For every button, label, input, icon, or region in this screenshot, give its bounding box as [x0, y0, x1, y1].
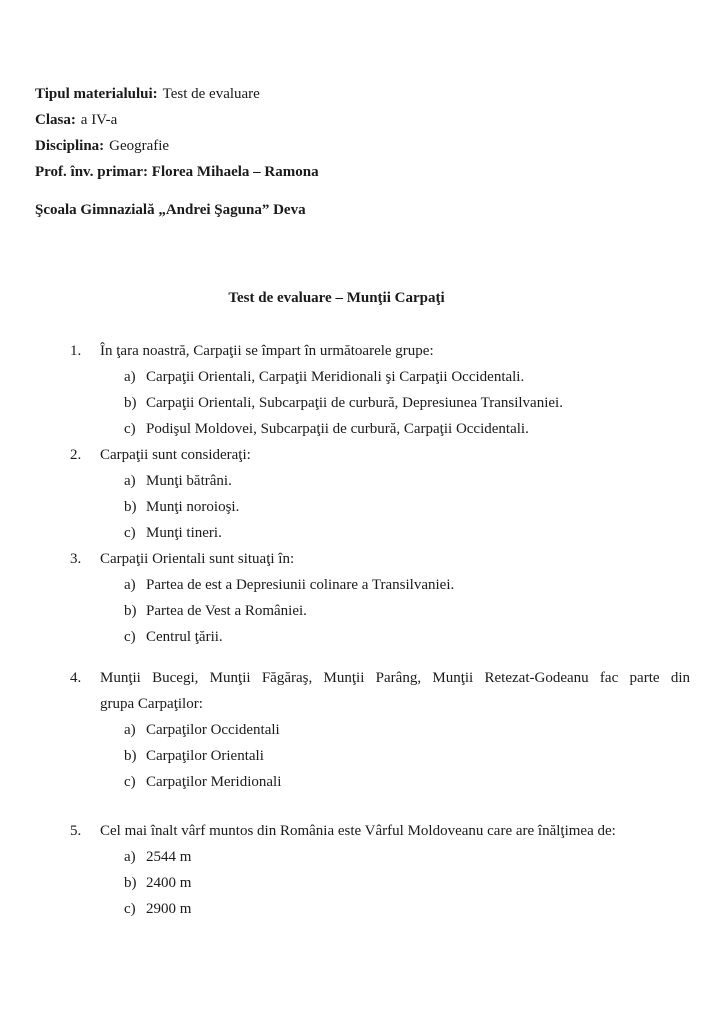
header-line-class [35, 107, 690, 133]
option-letter: b) [124, 499, 137, 515]
option-letter: b) [124, 395, 137, 411]
option-letter: c) [124, 774, 136, 790]
question-2-text: Carpaţii sunt consideraţi: [100, 447, 251, 463]
question-4-number: 4. [70, 670, 82, 686]
question-1 [35, 338, 690, 442]
question-4-option-c [35, 769, 690, 795]
option-text: Munţi bătrâni. [146, 473, 232, 489]
option-text: Munţi noroioşi. [146, 499, 240, 515]
document-header [35, 81, 690, 223]
question-5-option-b [35, 870, 690, 896]
question-3-option-a [35, 572, 690, 598]
question-3 [35, 546, 690, 650]
question-5-option-a [35, 844, 690, 870]
question-5-text: Cel mai înalt vârf muntos din România este Vârful Moldoveanu care are înălţimea de: [100, 823, 616, 839]
option-text: Carpaţilor Occidentali [146, 722, 280, 738]
question-4-option-b [35, 743, 690, 769]
option-letter: c) [124, 629, 136, 645]
class-label: Clasa: [35, 112, 76, 128]
question-1-number: 1. [70, 343, 82, 359]
discipline-label: Disciplina: [35, 138, 105, 154]
question-1-option-c [35, 416, 690, 442]
discipline-value: Geografie [109, 138, 170, 154]
question-4-text [100, 665, 690, 717]
question-2-option-c [35, 520, 690, 546]
question-3-stem [35, 546, 690, 572]
header-line-material-type [35, 81, 690, 107]
question-1-text: În ţara noastră, Carpaţii se împart în următoarele grupe: [100, 343, 434, 359]
option-letter: a) [124, 369, 136, 385]
question-list [35, 338, 690, 922]
question-5-number: 5. [70, 823, 82, 839]
question-3-text: Carpaţii Orientali sunt situaţi în: [100, 551, 295, 567]
question-1-stem [35, 338, 690, 364]
option-text: Carpaţii Orientali, Subcarpaţii de curbură, Depresiunea Transilvaniei. [146, 395, 563, 411]
header-line-teacher [35, 159, 690, 185]
option-text: 2900 m [146, 901, 192, 917]
option-text: Centrul ţării. [146, 629, 223, 645]
teacher-name: Prof. înv. primar: Florea Mihaela – Ramona [35, 164, 319, 180]
header-line-discipline [35, 133, 690, 159]
question-2-option-a [35, 468, 690, 494]
option-letter: a) [124, 473, 136, 489]
question-4 [35, 665, 690, 795]
question-4-option-a [35, 717, 690, 743]
question-4-stem [35, 665, 690, 717]
option-letter: c) [124, 901, 136, 917]
question-2-option-b [35, 494, 690, 520]
option-text: Carpaţilor Meridionali [146, 774, 282, 790]
school-name: Şcoala Gimnazială „Andrei Şaguna” Deva [35, 202, 306, 218]
question-3-option-c [35, 624, 690, 650]
page-title: Test de evaluare – Munţii Carpaţi [228, 290, 445, 306]
option-letter: a) [124, 849, 136, 865]
class-value: a IV-a [80, 112, 118, 128]
question-1-option-a [35, 364, 690, 390]
option-letter: a) [124, 722, 136, 738]
header-line-school [35, 197, 690, 223]
question-1-option-b [35, 390, 690, 416]
option-letter: b) [124, 748, 137, 764]
option-text: Carpaţilor Orientali [146, 748, 264, 764]
question-4-text-line1: Munţii Bucegi, Munţii Făgăraş, Munţii Parâng, Munţii Retezat-Godeanu fac parte din [100, 670, 690, 686]
option-text: Partea de Vest a României. [146, 603, 307, 619]
question-2 [35, 442, 690, 546]
option-text: 2400 m [146, 875, 192, 891]
question-5-stem [35, 818, 690, 844]
option-letter: a) [124, 577, 136, 593]
material-type-label: Tipul materialului: [35, 86, 158, 102]
question-2-number: 2. [70, 447, 82, 463]
option-letter: c) [124, 525, 136, 541]
document-content [35, 0, 690, 922]
option-letter: b) [124, 603, 137, 619]
question-3-option-b [35, 598, 690, 624]
option-letter: b) [124, 875, 137, 891]
option-text: Podişul Moldovei, Subcarpaţii de curbură, Carpaţii Occidentali. [146, 421, 529, 437]
option-text: Partea de est a Depresiunii colinare a Transilvaniei. [146, 577, 455, 593]
question-5 [35, 818, 690, 922]
question-2-stem [35, 442, 690, 468]
question-4-text-line2: grupa Carpaţilor: [100, 696, 203, 712]
option-text: Munţi tineri. [146, 525, 222, 541]
question-3-number: 3. [70, 551, 82, 567]
question-5-option-c [35, 896, 690, 922]
option-text: 2544 m [146, 849, 192, 865]
material-type-value: Test de evaluare [162, 86, 260, 102]
option-letter: c) [124, 421, 136, 437]
option-text: Carpaţii Orientali, Carpaţii Meridionali şi Carpaţii Occidentali. [146, 369, 525, 385]
